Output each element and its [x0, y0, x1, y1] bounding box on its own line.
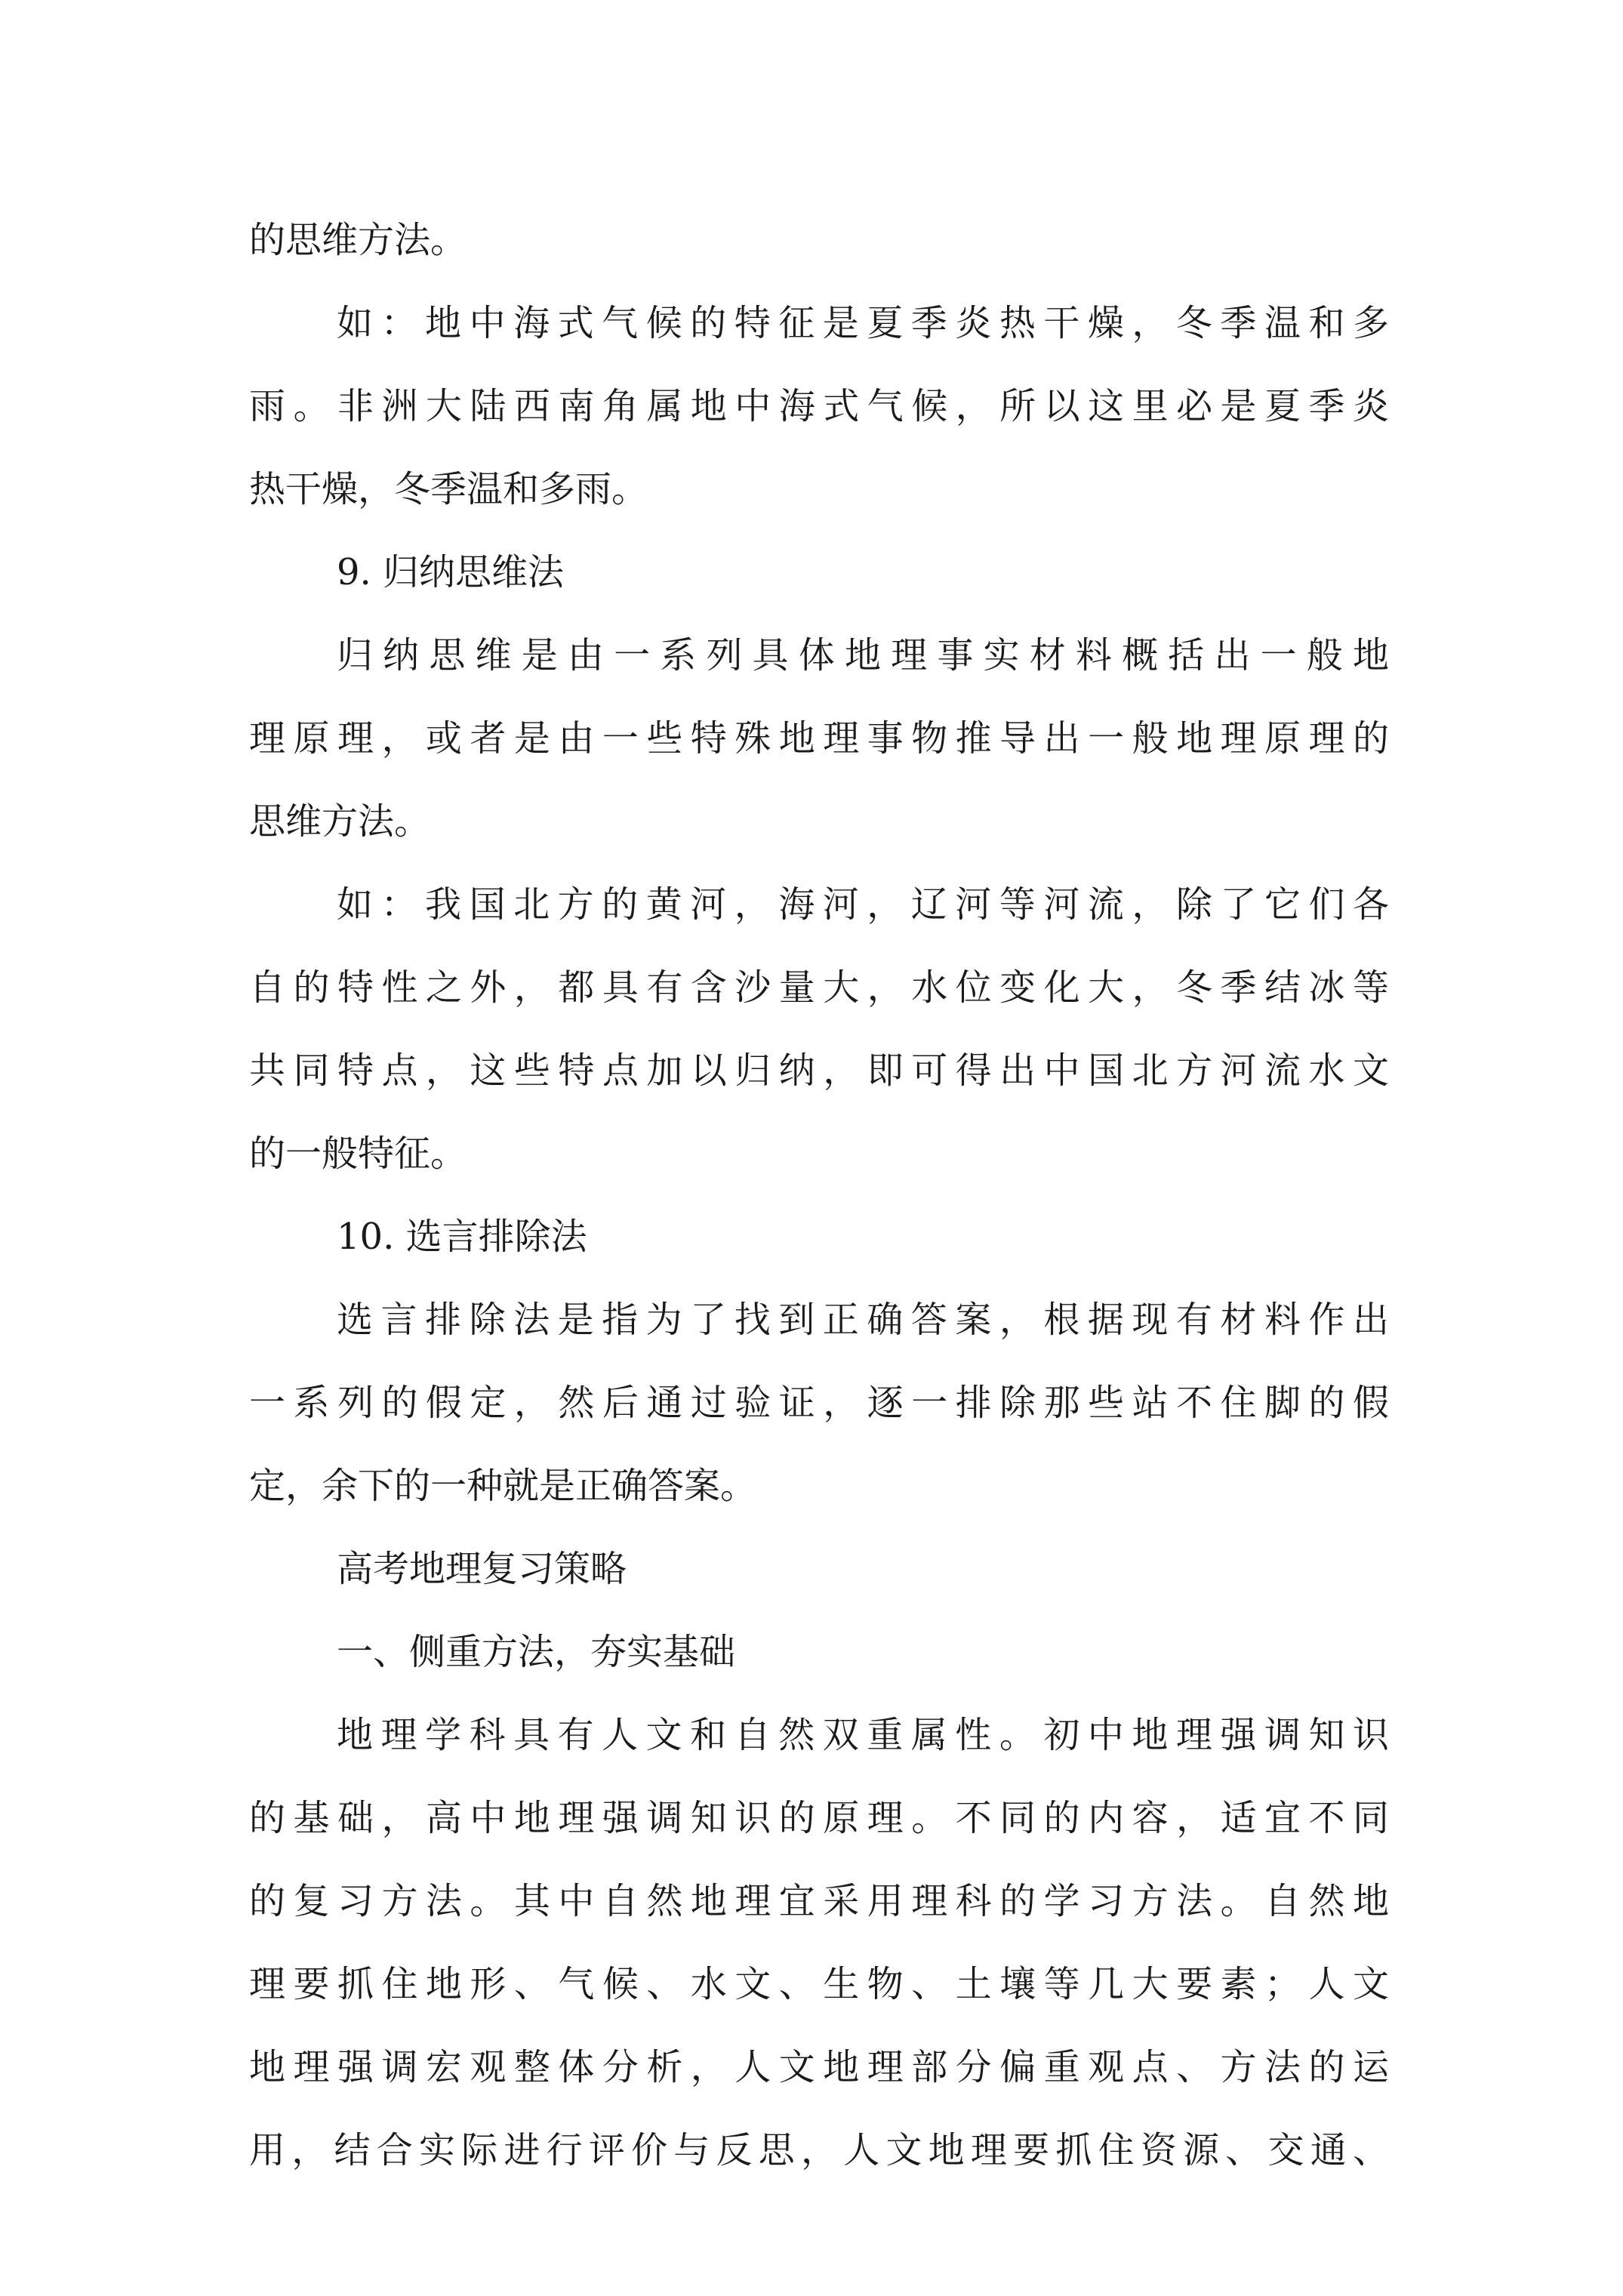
- paragraph-first-line: 选言排除法是指为了找到正确答案，根据现有材料作出: [337, 1299, 1389, 1341]
- text-line: 的复习方法。其中自然地理宜采用理科的学习方法。自然地: [249, 1880, 1389, 1922]
- text-line: 定，余下的一种就是正确答案。: [249, 1465, 757, 1507]
- paragraph-first-line: 地理学科具有人文和自然双重属性。初中地理强调知识: [337, 1714, 1389, 1756]
- text-line: 一系列的假定，然后通过验证，逐一排除那些站不住脚的假: [249, 1382, 1389, 1424]
- text-line: 的一般特征。: [249, 1133, 467, 1175]
- text-line: 热干燥，冬季温和多雨。: [249, 468, 648, 510]
- text-line: 理原理，或者是由一些特殊地理事物推导出一般地理原理的: [249, 717, 1389, 760]
- text-line: 共同特点，这些特点加以归纳，即可得出中国北方河流水文: [249, 1049, 1389, 1092]
- text-line: 理要抓住地形、气候、水文、生物、土壤等几大要素；人文: [249, 1963, 1389, 2005]
- text-line: 地理强调宏观整体分析，人文地理部分偏重观点、方法的运: [249, 2046, 1389, 2088]
- text-line: 用，结合实际进行评价与反思，人文地理要抓住资源、交通、: [249, 2129, 1389, 2171]
- section-heading: 高考地理复习策略: [337, 1548, 627, 1590]
- text-line: 的思维方法。: [249, 219, 467, 261]
- text-line: 思维方法。: [249, 800, 431, 843]
- section-heading: 9. 归纳思维法: [337, 551, 565, 593]
- paragraph-first-line: 如：我国北方的黄河，海河，辽河等河流，除了它们各: [337, 883, 1389, 926]
- paragraph-first-line: 如：地中海式气候的特征是夏季炎热干燥，冬季温和多: [337, 302, 1389, 344]
- section-heading: 10. 选言排除法: [337, 1216, 587, 1258]
- paragraph-first-line: 归纳思维是由一系列具体地理事实材料概括出一般地: [337, 634, 1389, 676]
- text-line: 的基础，高中地理强调知识的原理。不同的内容，适宜不同: [249, 1797, 1389, 1839]
- text-line: 雨。非洲大陆西南角属地中海式气候，所以这里必是夏季炎: [249, 385, 1389, 427]
- text-line: 自的特性之外，都具有含沙量大，水位变化大，冬季结冰等: [249, 966, 1389, 1009]
- subsection-heading: 一、侧重方法，夯实基础: [337, 1631, 736, 1673]
